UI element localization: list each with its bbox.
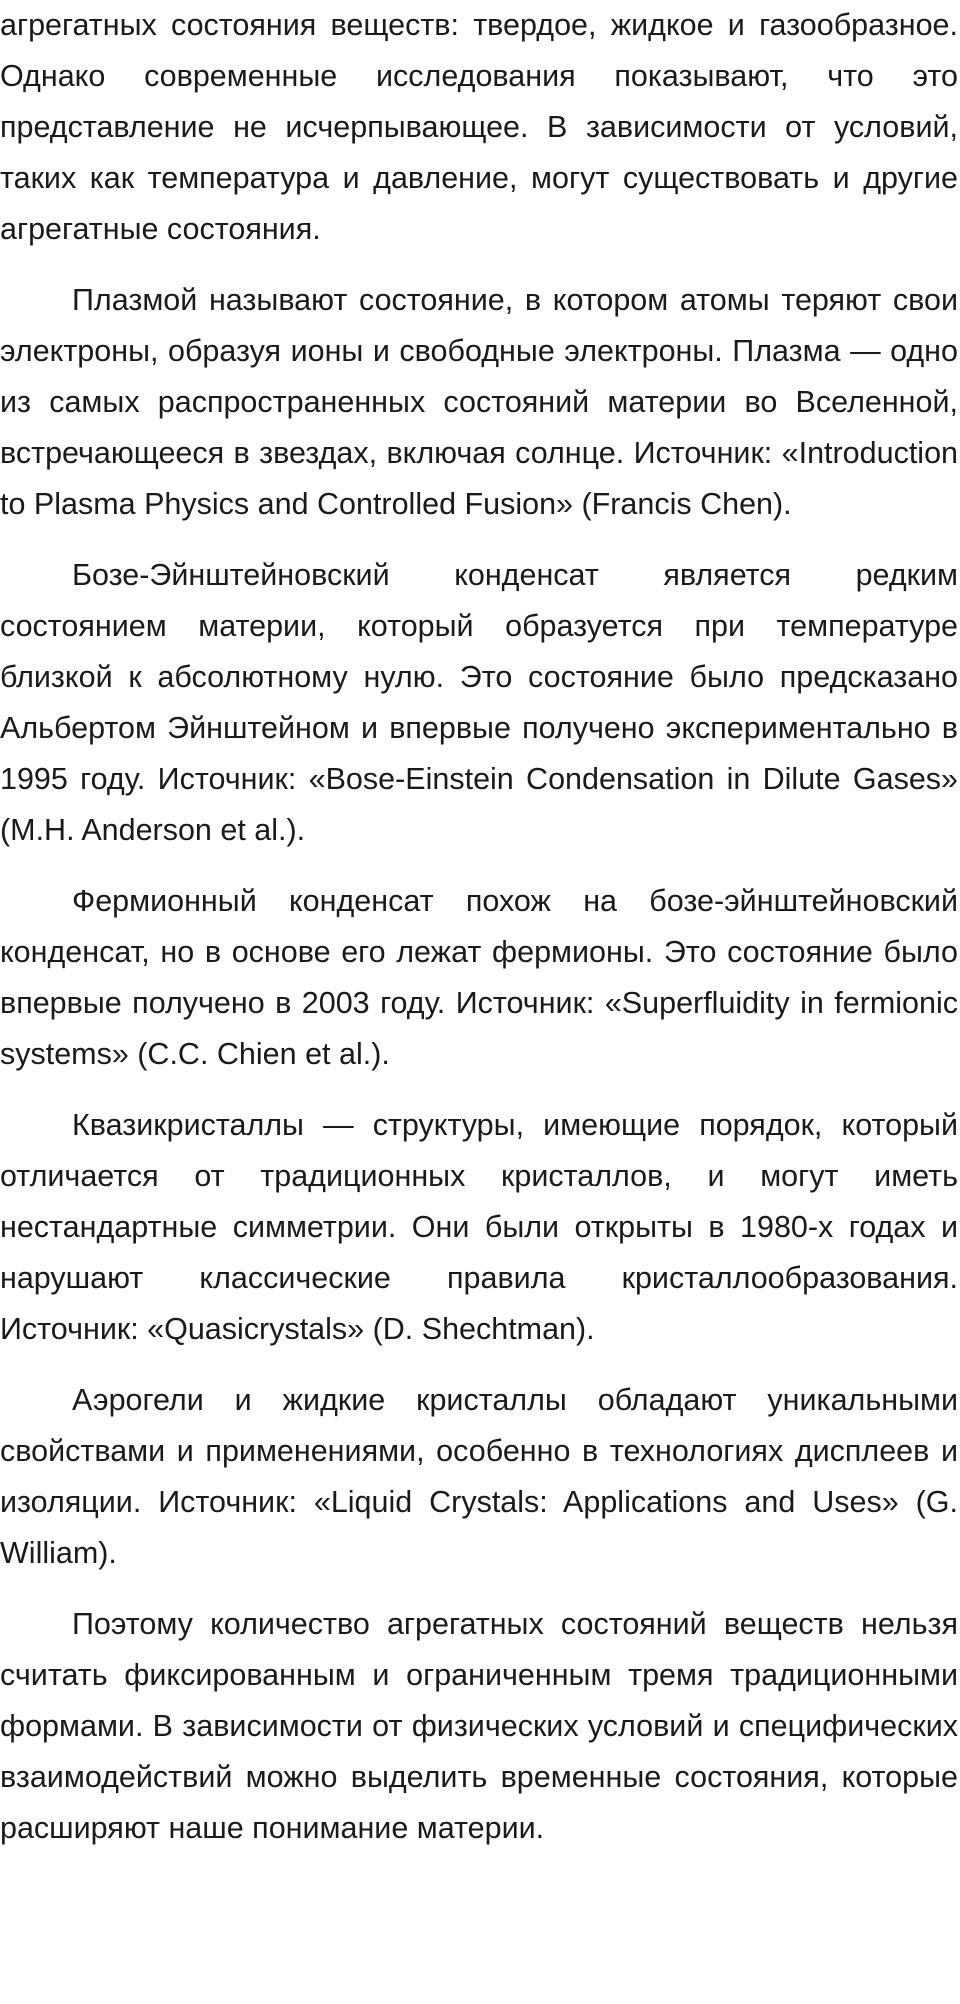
paragraph-quasicrystals: Квазикристаллы — структуры, имеющие порядок, который отличается от традиционных кристаллов, и могут иметь нестандартные симметрии. Они были открыты в 1980-х годах и нарушают классические правила кристаллообразования. Источник: «Quasicrystals» (D. Shechtman). [0, 1108, 958, 1346]
paragraph-bose-einstein-condensate: Бозе-Эйнштейновский конденсат является редким состоянием материи, который образуется при температуре близкой к абсолютному нулю. Это состояние было предсказано Альбертом Эйнштейном и впервые получено экспериментально в 1995 году. Источник: «Bose-Einstein Condensation in Dilute Gases» (M.H. Anderson et al.). [0, 558, 958, 847]
paragraph-conclusion: Поэтому количество агрегатных состояний веществ нельзя считать фиксированным и ограниченным тремя традиционными формами. В зависимости от физических условий и специфических взаимодействий можно выделить временные состояния, которые расширяют наше понимание материи. [0, 1607, 958, 1845]
paragraph-fermionic-condensate: Фермионный конденсат похож на бозе-эйнштейновский конденсат, но в основе его лежат фермионы. Это состояние было впервые получено в 2003 году. Источник: «Superfluidity in fermionic systems» (C.C. Chien et al.). [0, 884, 958, 1071]
paragraph-intro-continuation: агрегатных состояния веществ: твердое, жидкое и газообразное. Однако современные исследования показывают, что это представление не исчерпывающее. В зависимости от условий, таких как температура и давление, могут существовать и другие агрегатные состояния. [0, 8, 958, 246]
paragraph-aerogels-liquid-crystals: Аэрогели и жидкие кристаллы обладают уникальными свойствами и применениями, особенно в технологиях дисплеев и изоляции. Источник: «Liquid Crystals: Applications and Uses» (G. William). [0, 1383, 958, 1570]
paragraph-plasma: Плазмой называют состояние, в котором атомы теряют свои электроны, образуя ионы и свободные электроны. Плазма — одно из самых распространенных состояний материи во Вселенной, встречающееся в звездах, включая солнце. Источник: «Introduction to Plasma Physics and Controlled Fusion» (Francis Chen). [0, 283, 958, 521]
